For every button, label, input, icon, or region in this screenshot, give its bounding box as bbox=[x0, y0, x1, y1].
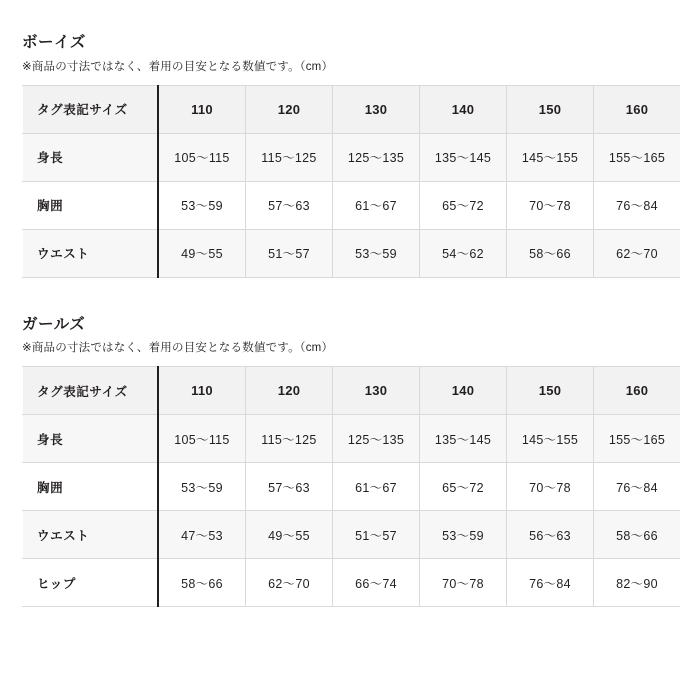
header-size-130: 130 bbox=[333, 367, 420, 415]
row-label-height: 身長 bbox=[23, 133, 159, 181]
boys-size-section bbox=[22, 34, 666, 278]
table-row bbox=[23, 133, 680, 181]
cell-height-140: 135〜145 bbox=[420, 133, 507, 181]
boys-size-table bbox=[22, 85, 680, 278]
header-size-150: 150 bbox=[507, 85, 594, 133]
cell-chest-120: 57〜63 bbox=[246, 181, 333, 229]
row-label-waist: ウエスト bbox=[23, 511, 159, 559]
cell-hip-120: 62〜70 bbox=[246, 559, 333, 607]
header-tag-size-label: タグ表記サイズ bbox=[23, 367, 159, 415]
cell-waist-120: 49〜55 bbox=[246, 511, 333, 559]
cell-waist-160: 62〜70 bbox=[594, 229, 680, 277]
header-size-110: 110 bbox=[158, 85, 246, 133]
cell-chest-140: 65〜72 bbox=[420, 181, 507, 229]
cell-chest-110: 53〜59 bbox=[158, 181, 246, 229]
cell-chest-130: 61〜67 bbox=[333, 181, 420, 229]
table-row bbox=[23, 559, 680, 607]
cell-height-110: 105〜115 bbox=[158, 415, 246, 463]
row-label-height: 身長 bbox=[23, 415, 159, 463]
cell-hip-160: 82〜90 bbox=[594, 559, 680, 607]
cell-height-130: 125〜135 bbox=[333, 133, 420, 181]
table-row bbox=[23, 415, 680, 463]
cell-chest-140: 65〜72 bbox=[420, 463, 507, 511]
cell-chest-150: 70〜78 bbox=[507, 463, 594, 511]
cell-waist-120: 51〜57 bbox=[246, 229, 333, 277]
cell-height-150: 145〜155 bbox=[507, 415, 594, 463]
cell-hip-150: 76〜84 bbox=[507, 559, 594, 607]
row-label-hip: ヒップ bbox=[23, 559, 159, 607]
girls-section-title: ガールズ bbox=[22, 315, 86, 333]
cell-waist-150: 56〜63 bbox=[507, 511, 594, 559]
header-size-120: 120 bbox=[246, 367, 333, 415]
cell-height-160: 155〜165 bbox=[594, 133, 680, 181]
table-header-row bbox=[23, 367, 680, 415]
table-row bbox=[23, 463, 680, 511]
cell-waist-160: 58〜66 bbox=[594, 511, 680, 559]
girls-size-section bbox=[22, 315, 666, 608]
girls-size-table bbox=[22, 366, 680, 607]
header-size-120: 120 bbox=[246, 85, 333, 133]
header-size-160: 160 bbox=[594, 85, 680, 133]
header-size-140: 140 bbox=[420, 367, 507, 415]
cell-chest-160: 76〜84 bbox=[594, 181, 680, 229]
cell-height-150: 145〜155 bbox=[507, 133, 594, 181]
header-size-130: 130 bbox=[333, 85, 420, 133]
cell-waist-130: 51〜57 bbox=[333, 511, 420, 559]
cell-waist-130: 53〜59 bbox=[333, 229, 420, 277]
header-size-160: 160 bbox=[594, 367, 680, 415]
cell-waist-140: 54〜62 bbox=[420, 229, 507, 277]
cell-waist-110: 47〜53 bbox=[158, 511, 246, 559]
cell-waist-140: 53〜59 bbox=[420, 511, 507, 559]
header-tag-size-label: タグ表記サイズ bbox=[23, 85, 159, 133]
cell-chest-150: 70〜78 bbox=[507, 181, 594, 229]
cell-hip-110: 58〜66 bbox=[158, 559, 246, 607]
table-row bbox=[23, 181, 680, 229]
girls-section-note: ※商品の寸法ではなく、着用の目安となる数値です。（cm） bbox=[22, 342, 334, 355]
boys-section-note: ※商品の寸法ではなく、着用の目安となる数値です。（cm） bbox=[22, 60, 334, 73]
cell-hip-140: 70〜78 bbox=[420, 559, 507, 607]
boys-section-title: ボーイズ bbox=[22, 34, 86, 51]
table-header-row bbox=[23, 85, 680, 133]
row-label-chest: 胸囲 bbox=[23, 463, 159, 511]
header-size-110: 110 bbox=[158, 367, 246, 415]
cell-height-120: 115〜125 bbox=[246, 133, 333, 181]
cell-height-140: 135〜145 bbox=[420, 415, 507, 463]
cell-height-120: 115〜125 bbox=[246, 415, 333, 463]
table-row bbox=[23, 229, 680, 277]
cell-height-130: 125〜135 bbox=[333, 415, 420, 463]
cell-height-110: 105〜115 bbox=[158, 133, 246, 181]
cell-waist-150: 58〜66 bbox=[507, 229, 594, 277]
cell-height-160: 155〜165 bbox=[594, 415, 680, 463]
header-size-150: 150 bbox=[507, 367, 594, 415]
cell-chest-110: 53〜59 bbox=[158, 463, 246, 511]
row-label-chest: 胸囲 bbox=[23, 181, 159, 229]
row-label-waist: ウエスト bbox=[23, 229, 159, 277]
cell-chest-160: 76〜84 bbox=[594, 463, 680, 511]
header-size-140: 140 bbox=[420, 85, 507, 133]
table-row bbox=[23, 511, 680, 559]
cell-chest-120: 57〜63 bbox=[246, 463, 333, 511]
cell-hip-130: 66〜74 bbox=[333, 559, 420, 607]
cell-waist-110: 49〜55 bbox=[158, 229, 246, 277]
cell-chest-130: 61〜67 bbox=[333, 463, 420, 511]
